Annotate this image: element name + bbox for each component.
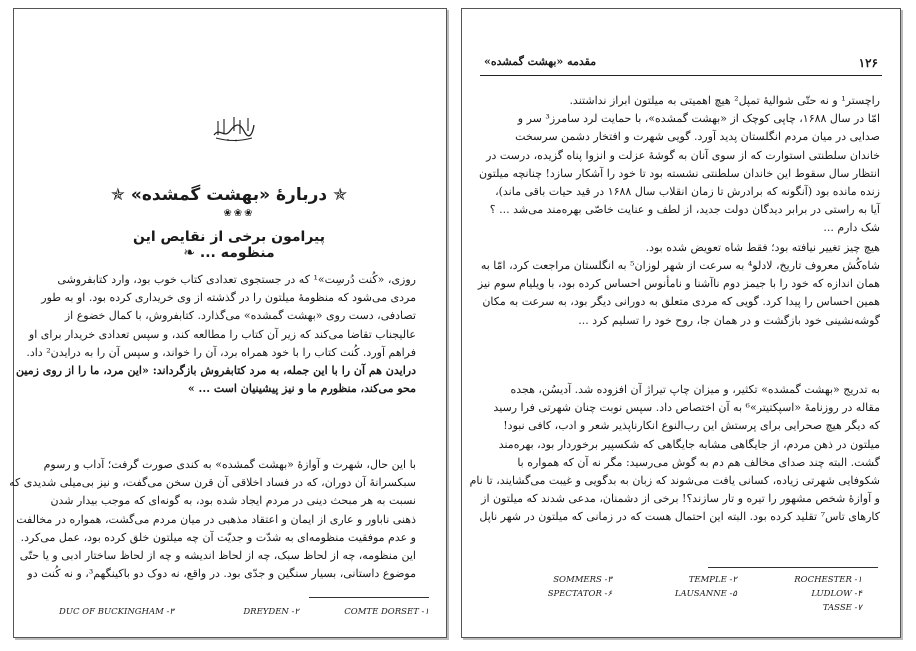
text-line: شکوفایی شهرتی زیاده، کسانی یافت می‌شوند که زبان به بدگویی و غیبت می‌گشایند، تا نام xyxy=(469,474,880,488)
text-line: که دیگر هیچ صحرایی برای پرستش این رب‌النوع انکارناپذیر شعر و ادب، کافی نبود! xyxy=(503,419,880,433)
text-line: محو می‌کند، منظورم ما و نیز پیشینیان است ... » xyxy=(187,382,416,396)
text-line: گوشه‌نشینی خود بازگشت و در همان جا، روح خود را تسلیم کرد ... xyxy=(578,313,880,327)
text-line: عالیجناب تقاضا می‌کند که زیر آن کتاب را مطالعه کند، و سپس تعدادی خریدار برای او xyxy=(28,327,416,341)
text-line: با این حال، شهرت و آوازهٔ «بهشت گمشده» به کندی صورت گرفت؛ آداب و رسوم xyxy=(43,458,416,471)
text-line: تصادفی، دست روی «بهشت گمشده» می‌گذارد. کتابفروش، با کمال خضوع از xyxy=(64,309,416,323)
text-line: انتظار سال سقوط این خاندان سلطنتی نشسته بود تا خود را آشکار سازد! چنانچه میلتون xyxy=(479,166,880,180)
text-line: امّا در سال ۱۶۸۸، چاپی کوچک از «بهشت گمشده»، با حمایت لرد سامرز³ سر و xyxy=(517,112,880,126)
text-line: و عدم موفقیت منظومه‌ای به شدّت و جدیّت آن چه میلتون خلق کرده بود، عمل می‌کرد. xyxy=(20,530,416,544)
text-line: شاه‌کُش معروف تاریخ، لادلو⁴ به سرعت از شهر لوزان⁵ به انگلستان مراجعت کرد، امّا به xyxy=(480,259,880,272)
text-line: صدایی در میان مردم انگلستان پدید آورد. گویی شهرت و افتخار دشمن سرسخت xyxy=(515,130,880,144)
text-line: راچستر¹ و نه حتّی شوالیهٔ تمپل² هیچ اهمیتی به میلتون ابراز نداشتند. xyxy=(569,94,880,107)
text-line: سبکسرانهٔ آن دوران، که در فساد اخلاقی آن قرن سخن می‌گفت، و نیز بی‌میلی شدیدی که xyxy=(9,476,416,490)
text-line: درایدن هم آن را با این جمله، به مرد کتابفروش بازگرداند: «این مرد، ما را از روی زمین xyxy=(16,364,416,378)
text-line: روزی، «کُنت دُرسِت»¹ که در جستجوی تعدادی کتاب خوب بود، وارد کتابفروشی xyxy=(57,273,416,286)
footnote-divider xyxy=(708,567,878,568)
right-paragraph-3 xyxy=(477,257,880,330)
footnote-item: COMTE DORSET -۱ xyxy=(344,607,429,617)
text-line: هیچ چیز تغییر نیافته بود؛ فقط شاه تعویض شده بود. xyxy=(645,241,880,254)
footnote-item: TASSE -۷ xyxy=(822,603,862,613)
text-line: کارهای تاس⁷ تقلید کرده بود. البته این احتمال هست که در زمانی که میلتون در شهر ناپل xyxy=(479,510,880,524)
footnotes-right xyxy=(522,571,862,615)
footnote-item: SPECTATOR -۶ xyxy=(547,589,612,599)
text-line: آیا به راستی در برابر دیدگان دولت جدید، از لطف و عنایت خاصّی بهره‌مند می‌شد ... ؟ xyxy=(489,203,880,217)
right-paragraph-1 xyxy=(479,92,880,238)
right-paragraph-4 xyxy=(469,381,880,527)
footnote-item: SOMMERS -۳ xyxy=(553,575,612,585)
right-paragraph-2 xyxy=(482,239,880,257)
text-line: فراهم آورد. کُنت کتاب را با خود همراه برد، آن را خواند، و سپس آن را به درایدن² داد. xyxy=(26,345,416,359)
text-line: نسبت به هر مبحث دینی در مردم ایجاد شده بود، به گونه‌ای که موجب بیدار شدن xyxy=(50,494,416,508)
text-line: همین احساس را پیدا کرد. گویی که مردی متعلق به دورانی دیگر بود، به سرعت به مکان xyxy=(482,295,880,309)
left-page xyxy=(9,8,447,638)
footnote-divider xyxy=(309,597,429,598)
running-head: مقدمه «بهشت گمشده» xyxy=(484,55,597,68)
text-line: زنده مانده بود (آنگونه که برادرش تا زمان انقلاب سال ۱۶۸۸ در قید حیات باقی ماند)، xyxy=(495,185,880,199)
footnote-item: DREYDEN -۲ xyxy=(243,607,299,617)
text-line: مردی می‌شود که منظومهٔ میلتون را در گذشته از وی خریداری کرده بود. او به طور xyxy=(41,291,416,305)
left-paragraph-1 xyxy=(16,271,416,398)
header-rule xyxy=(480,75,882,76)
left-paragraph-2 xyxy=(9,456,416,583)
text-line: شک دارم ... xyxy=(823,221,880,235)
footnote-item: DUC OF BUCKINGHAM -۳ xyxy=(59,607,174,617)
right-page xyxy=(461,8,901,638)
chapter-subtitle: پیرامون برخی از نقایص این منظومه ... ❧ xyxy=(132,229,326,261)
footnote-item: TEMPLE -۲ xyxy=(688,575,737,585)
text-line: مقاله در روزنامهٔ «اسپکتیتر»⁶ به آن اختصاص داد. سپس نوبت چنان شهرتی فرا رسید xyxy=(493,401,880,415)
text-line: خاندان سلطنتی استوارت که از سوی آنان به گوشهٔ عزلت و انزوا پناه گزیده، درست در xyxy=(486,148,880,162)
text-line: ذهنی ناباور و عاری از ایمان و اعتقاد مذهبی در میان مردم می‌گشت، همواره در مخالفت xyxy=(16,512,416,526)
text-line: میلتون در ذهن مردم، از جایگاهی مشابه جایگاهی که شکسپیر برخوردار بود، بهره‌مند xyxy=(498,437,880,451)
text-line: و آوازهٔ شخص مشهور را تیره و تار سازند؟! برخی از دشمنان، مدعی شدند که میلتون از xyxy=(481,492,880,506)
text-line: موضوع داستانی، بسیار سنگین و جدّی بود. در واقع، نه دوک دو باکینگهم³، و نه کُنت دو xyxy=(27,567,416,581)
text-line: به تدریج «بهشت گمشده» تکثیر، و میزان چاپ تیراژ آن افزوده شد. آدیسُن، هجده xyxy=(510,383,880,396)
footnote-item: LAUSANNE -۵ xyxy=(674,589,737,599)
footnotes-left xyxy=(59,607,429,621)
footnote-item: LUDLOW -۴ xyxy=(811,589,862,599)
chapter-title: ✯ دربارهٔ «بهشت گمشده» ✯ xyxy=(110,185,348,205)
page-number: ۱۲۶ xyxy=(858,56,878,70)
text-line: همان اندازه که خود را با جیمز دوم ناآشنا و نامأنوس احساس کرده بود، با ویلیام سوم نیز xyxy=(477,277,880,291)
footnote-item: ROCHESTER -۱ xyxy=(794,575,862,585)
ornament-divider: ❀❀❀ xyxy=(223,208,255,219)
text-line: گشت. البته چند صدای مخالف هم دم به گوش می‌رسید: مگر نه آن که همواره با xyxy=(517,455,880,469)
text-line: این منظومه، چه از لحاظ سبک، چه از لحاظ اندیشه و چه از لحاظ ساختار ادبی و یا حتّی xyxy=(19,549,416,563)
basmala-calligraphy-icon xyxy=(210,113,258,143)
